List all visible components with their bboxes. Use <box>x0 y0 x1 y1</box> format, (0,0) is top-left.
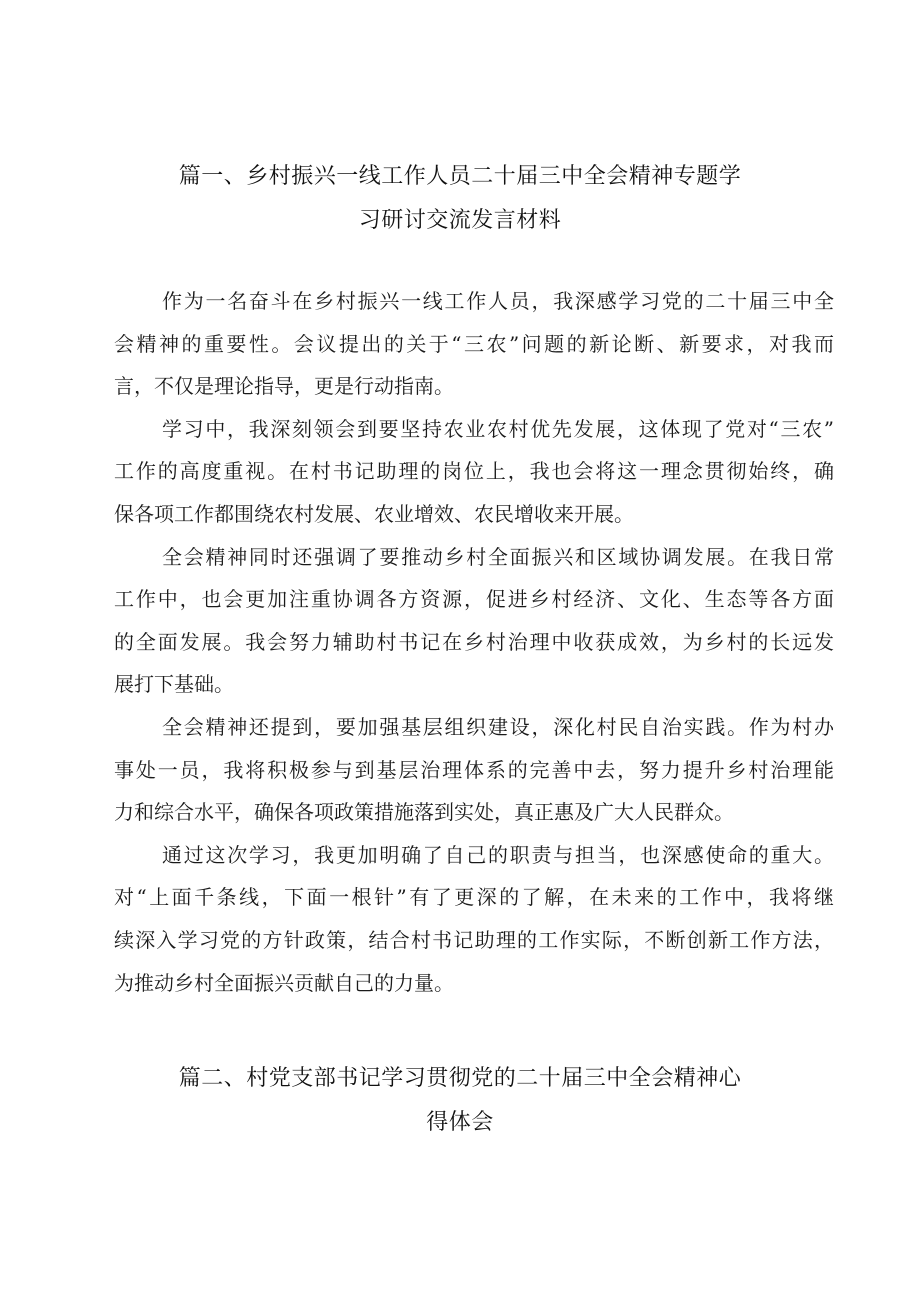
paragraph <box>114 706 834 834</box>
text-line: 力和综合水平，确保各项政策措施落到实处，真正惠及广大人民群众。 <box>114 800 734 825</box>
text-line: 对“上面千条线，下面一根针”有了更深的了解，在未来的工作中，我将继 <box>114 885 834 910</box>
text-line: 通过这次学习，我更加明确了自己的职责与担当，也深感使命的重大。 <box>162 842 834 867</box>
text-line: 工作中，也会更加注重协调各方资源，促进乡村经济、文化、生态等各方面 <box>114 587 834 612</box>
title-line: 得体会 <box>426 1109 494 1135</box>
text-line: 展打下基础。 <box>114 672 234 697</box>
text-line: 学习中，我深刻领会到要坚持农业农村优先发展，这体现了党对“三农” <box>162 416 834 441</box>
paragraph <box>114 536 834 706</box>
text-line: 续深入学习党的方针政策，结合村书记助理的工作实际，不断创新工作方法， <box>114 927 834 952</box>
text-line: 为推动乡村全面振兴贡献自己的力量。 <box>114 970 454 995</box>
text-line: 会精神的重要性。会议提出的关于“三农”问题的新论断、新要求，对我而 <box>114 331 834 356</box>
text-line: 保各项工作都围绕农村发展、农业增效、农民增收来开展。 <box>114 501 634 526</box>
text-line: 言，不仅是理论指导，更是行动指南。 <box>114 374 454 399</box>
title-line: 篇一、乡村振兴一线工作人员二十届三中全会精神专题学 <box>178 163 742 189</box>
paragraph <box>114 408 834 536</box>
paragraph <box>114 280 834 408</box>
text-line: 作为一名奋斗在乡村振兴一线工作人员，我深感学习党的二十届三中全 <box>162 289 834 313</box>
section-1-title <box>120 155 800 243</box>
paragraph <box>114 834 834 1004</box>
text-line: 的全面发展。我会努力辅助村书记在乡村治理中收获成效，为乡村的长远发 <box>114 629 834 654</box>
text-line: 工作的高度重视。在村书记助理的岗位上，我也会将这一理念贯彻始终，确 <box>114 459 834 484</box>
text-line: 事处一员，我将积极参与到基层治理体系的完善中去，努力提升乡村治理能 <box>114 757 834 782</box>
text-line: 全会精神同时还强调了要推动乡村全面振兴和区域协调发展。在我日常 <box>162 544 834 569</box>
title-line: 篇二、村党支部书记学习贯彻党的二十届三中全会精神心 <box>178 1065 742 1091</box>
title-line: 习研讨交流发言材料 <box>358 207 562 233</box>
text-line: 全会精神还提到，要加强基层组织建设，深化村民自治实践。作为村办 <box>162 714 834 739</box>
section-2-title <box>120 1057 800 1145</box>
section-1-body <box>114 280 834 1004</box>
